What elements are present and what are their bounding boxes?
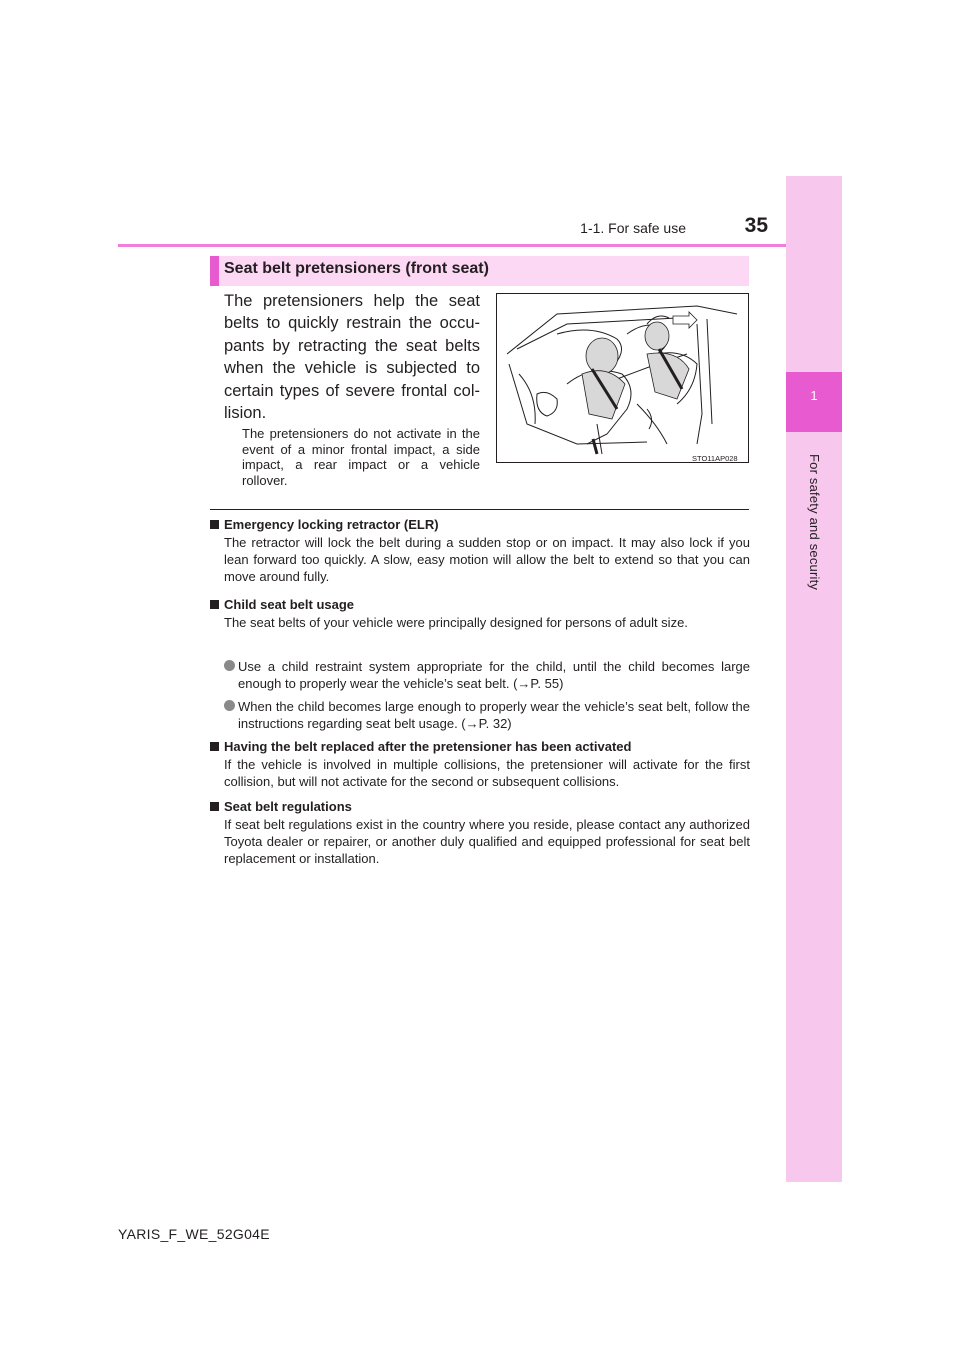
round-bullet-icon	[224, 700, 235, 711]
car-interior-drawing	[497, 294, 748, 462]
item-heading: Child seat belt usage	[210, 596, 750, 613]
item-seat-belt-regulations	[210, 798, 750, 867]
item-body: The retractor will lock the belt during a sudden stop or on impact. It may also lock if you lean forward too quickly. A slow, easy motion will allow the belt to extend so that you can move around fully.	[224, 535, 750, 584]
item-elr	[210, 516, 750, 585]
item-heading: Emergency locking retractor (ELR)	[210, 516, 750, 533]
square-bullet-icon	[210, 600, 219, 609]
list-item: Use a child restraint system appropriate for the child, until the child becomes large enough to properly wear the vehicle’s seat belt. (→P. 55)	[224, 658, 750, 692]
item-child-seat-belt	[210, 596, 750, 631]
intro-note: The pretensioners do not activate in the event of a minor frontal impact, a side impact, a rear impact or a vehicle rollover.	[242, 426, 480, 488]
chapter-label: For safety and security	[807, 454, 822, 591]
section-title: Seat belt pretensioners (front seat)	[224, 260, 489, 277]
page-number: 35	[744, 214, 768, 237]
round-bullet-icon	[224, 660, 235, 671]
illustration-code: STO11AP028	[692, 454, 738, 463]
square-bullet-icon	[210, 802, 219, 811]
chapter-number: 1	[810, 388, 818, 403]
header-rule	[118, 244, 786, 247]
chapter-tab-strip	[786, 176, 842, 1182]
item-body: If seat belt regulations exist in the country where you reside, please contact any authorized Toyota dealer or repairer, or another duly qualified and equipped professional for seat belt replacement or installation.	[224, 817, 750, 866]
square-bullet-icon	[210, 742, 219, 751]
intro-text: The pretensioners help the seat belts to quickly restrain the occu-pants by retracting the seat belts when the vehicle is subjected to certain types of severe frontal col-lision.	[224, 292, 480, 423]
square-bullet-icon	[210, 520, 219, 529]
item-belt-replacement	[210, 738, 750, 790]
section-divider	[210, 509, 749, 510]
item-heading: Having the belt replaced after the pretensioner has been activated	[210, 738, 750, 755]
item-body: The seat belts of your vehicle were principally designed for persons of adult size.	[224, 615, 688, 630]
pretensioner-illustration	[496, 293, 749, 463]
list-item: When the child becomes large enough to properly wear the vehicle’s seat belt, follow the instructions regarding seat belt usage. (→P. 32)	[224, 698, 750, 732]
header-section-title: 1-1. For safe use	[580, 220, 686, 236]
item-heading: Seat belt regulations	[210, 798, 750, 815]
item-body: If the vehicle is involved in multiple collisions, the pretensioner will activate for the first collision, but will not activate for the second or subsequent collisions.	[224, 757, 750, 789]
document-code: YARIS_F_WE_52G04E	[118, 1226, 270, 1242]
